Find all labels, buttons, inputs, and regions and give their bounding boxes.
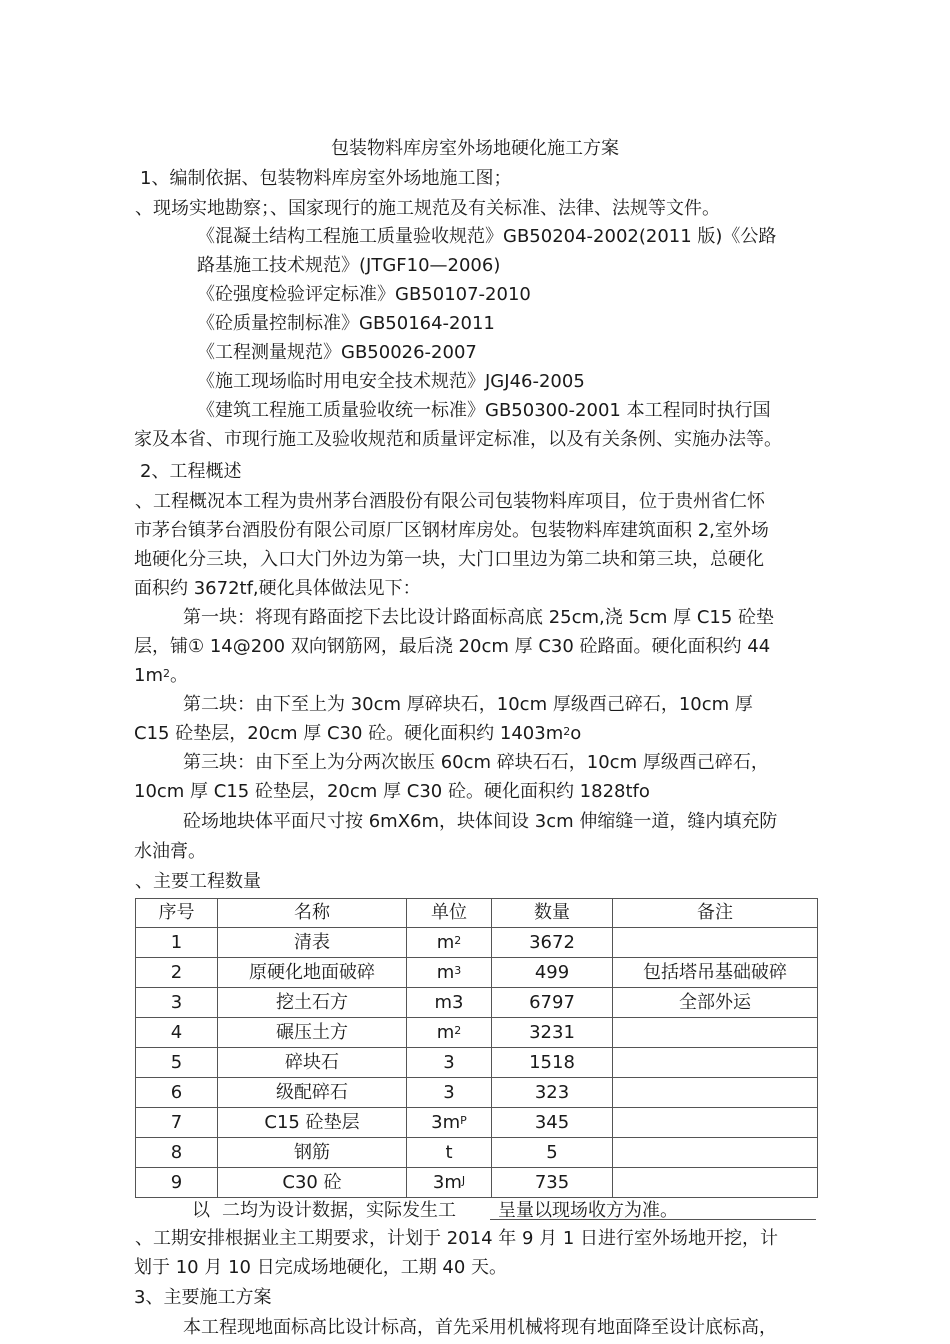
footnote-rule (490, 1219, 816, 1220)
row-note: 全部外运 (613, 988, 818, 1018)
row-unit: t (407, 1138, 492, 1168)
row-qty: 735 (492, 1168, 613, 1198)
plan-paragraph: 本工程现地面标高比设计标高，首先采用机械将现有地面降至设计底标高， (183, 1317, 777, 1338)
row-unit: m3 (407, 988, 492, 1018)
table-row (136, 1018, 818, 1048)
block-one-paragraph: 层，铺① 14@200 双向钢筋网，最后浇 20cm 厚 C30 砼路面。硬化面积约 44 (134, 636, 771, 657)
header-cell: 数量 (492, 899, 613, 928)
row-note: 包括塔吊基础破碎 (613, 958, 818, 988)
block-two-paragraph: C15 砼垫层，20cm 厚 C30 砼。硬化面积约 $1403m^2o$ (134, 723, 582, 744)
row-unit: $3m^P$ (407, 1108, 492, 1138)
row-name: 钢筋 (218, 1138, 407, 1168)
row-qty: 3672 (492, 928, 613, 958)
overview-paragraph: 、工程概况本工程为贵州茅台酒股份有限公司包装物料库项目，位于贵州省仁怀 (135, 491, 765, 512)
row-unit: $3m^J$ (407, 1168, 492, 1198)
row-qty: 3231 (492, 1018, 613, 1048)
schedule-paragraph: 、工期安排根据业主工期要求，计划于 2014 年 9 月 1 日进行室外场地开挖，计 (135, 1228, 779, 1249)
row-name: 清表 (218, 928, 407, 958)
row-unit: $m^3$ (407, 958, 492, 988)
standard-item: 家及本省、市现行施工及验收规范和质量评定标准，以及有关条例、实施办法等。 (134, 429, 782, 450)
quantity-table (135, 898, 818, 1198)
schedule-paragraph: 划于 10 月 10 日完成场地硬化，工期 40 天。 (134, 1257, 508, 1278)
row-no: 4 (136, 1018, 218, 1048)
row-no: 3 (136, 988, 218, 1018)
row-no: 7 (136, 1108, 218, 1138)
row-qty: 1518 (492, 1048, 613, 1078)
row-note (613, 1048, 818, 1078)
row-unit: $m^2$ (407, 928, 492, 958)
table-row (136, 1108, 818, 1138)
row-name: C15 砼垫层 (218, 1108, 407, 1138)
block-one-paragraph: $1m^2$。 (134, 665, 188, 686)
standard-item: 《工程测量规范》GB50026-2007 (197, 342, 477, 363)
row-qty: 499 (492, 958, 613, 988)
row-note (613, 1018, 818, 1048)
table-row (136, 928, 818, 958)
standard-item: 《砼强度检验评定标准》GB50107-2010 (197, 284, 531, 305)
standard-item: 《建筑工程施工质量验收统一标准》GB50300-2001 本工程同时执行国 (197, 400, 771, 421)
table-header-row (136, 899, 818, 928)
row-name: 挖土石方 (218, 988, 407, 1018)
row-no: 2 (136, 958, 218, 988)
row-name: 碎块石 (218, 1048, 407, 1078)
row-no: 5 (136, 1048, 218, 1078)
row-note (613, 928, 818, 958)
row-no: 8 (136, 1138, 218, 1168)
overview-heading: 2、工程概述 (140, 461, 242, 482)
table-footnote-part: 二均为设计数据，实际发生工 (222, 1200, 456, 1221)
table-row (136, 988, 818, 1018)
block-three-paragraph: 10cm 厚 C15 砼垫层，20cm 厚 C30 砼。硬化面积约 1828tfo (134, 781, 650, 802)
row-no: 1 (136, 928, 218, 958)
standard-item: 路基施工技术规范》(JTGF10—2006) (197, 255, 501, 276)
standard-item: 《混凝土结构工程施工质量验收规范》GB50204-2002(2011 版)《公路 (197, 226, 777, 247)
row-name: 碾压土方 (218, 1018, 407, 1048)
header-cell: 备注 (613, 899, 818, 928)
overview-paragraph: 市茅台镇茅台酒股份有限公司原厂区钢材库房处。包装物料库建筑面积 2,室外场 (134, 520, 769, 541)
row-name: C30 砼 (218, 1168, 407, 1198)
row-note (613, 1078, 818, 1108)
row-note (613, 1108, 818, 1138)
document-title: 包装物料库房室外场地硬化施工方案 (331, 138, 619, 159)
plan-heading: 3、主要施工方案 (134, 1287, 272, 1308)
overview-paragraph: 地硬化分三块，入口大门外边为第一块，大门口里边为第二块和第三块，总硬化 (134, 549, 764, 570)
row-qty: 5 (492, 1138, 613, 1168)
block-one-paragraph: 第一块：将现有路面挖下去比设计路面标高底 25cm,浇 5cm 厚 C15 砼垫 (183, 607, 775, 628)
header-cell: 序号 (136, 899, 218, 928)
table-row (136, 1078, 818, 1108)
header-cell: 名称 (218, 899, 407, 928)
joint-paragraph: 砼场地块体平面尺寸按 6mX6m，块体间设 3cm 伸缩缝一道，缝内填充防 (183, 811, 778, 832)
basis-line: 、现场实地勘察；、国家现行的施工规范及有关标准、法律、法规等文件。 (135, 198, 720, 219)
row-no: 9 (136, 1168, 218, 1198)
row-qty: 345 (492, 1108, 613, 1138)
table-row (136, 1138, 818, 1168)
table-footnote-part: 呈量以现场收方为准。 (498, 1200, 678, 1221)
table-footnote-part: 以 (192, 1200, 210, 1221)
standard-item: 《施工现场临时用电安全技术规范》JGJ46-2005 (197, 371, 585, 392)
joint-paragraph: 水油膏。 (134, 841, 206, 862)
basis-heading: 1、编制依据、包装物料库房室外场地施工图； (140, 168, 512, 189)
table-row (136, 1048, 818, 1078)
row-unit: 3 (407, 1048, 492, 1078)
standard-item: 《砼质量控制标准》GB50164-2011 (197, 313, 495, 334)
block-two-paragraph: 第二块：由下至上为 30cm 厚碎块石，10cm 厚级酉己碎石，10cm 厚 (183, 694, 753, 715)
row-note (613, 1168, 818, 1198)
row-qty: 6797 (492, 988, 613, 1018)
header-cell: 单位 (407, 899, 492, 928)
table-row (136, 1168, 818, 1198)
block-three-paragraph: 第三块：由下至上为分两次嵌压 60cm 碎块石石，10cm 厚级酉己碎石， (183, 752, 769, 773)
row-unit: 3 (407, 1078, 492, 1108)
quantity-heading: 、主要工程数量 (135, 871, 261, 892)
table-row (136, 958, 818, 988)
row-no: 6 (136, 1078, 218, 1108)
row-note (613, 1138, 818, 1168)
overview-paragraph: 面积约 3672tf,硬化具体做法见下： (134, 578, 421, 599)
row-name: 原硬化地面破碎 (218, 958, 407, 988)
row-unit: $m^2$ (407, 1018, 492, 1048)
row-name: 级配碎石 (218, 1078, 407, 1108)
row-qty: 323 (492, 1078, 613, 1108)
